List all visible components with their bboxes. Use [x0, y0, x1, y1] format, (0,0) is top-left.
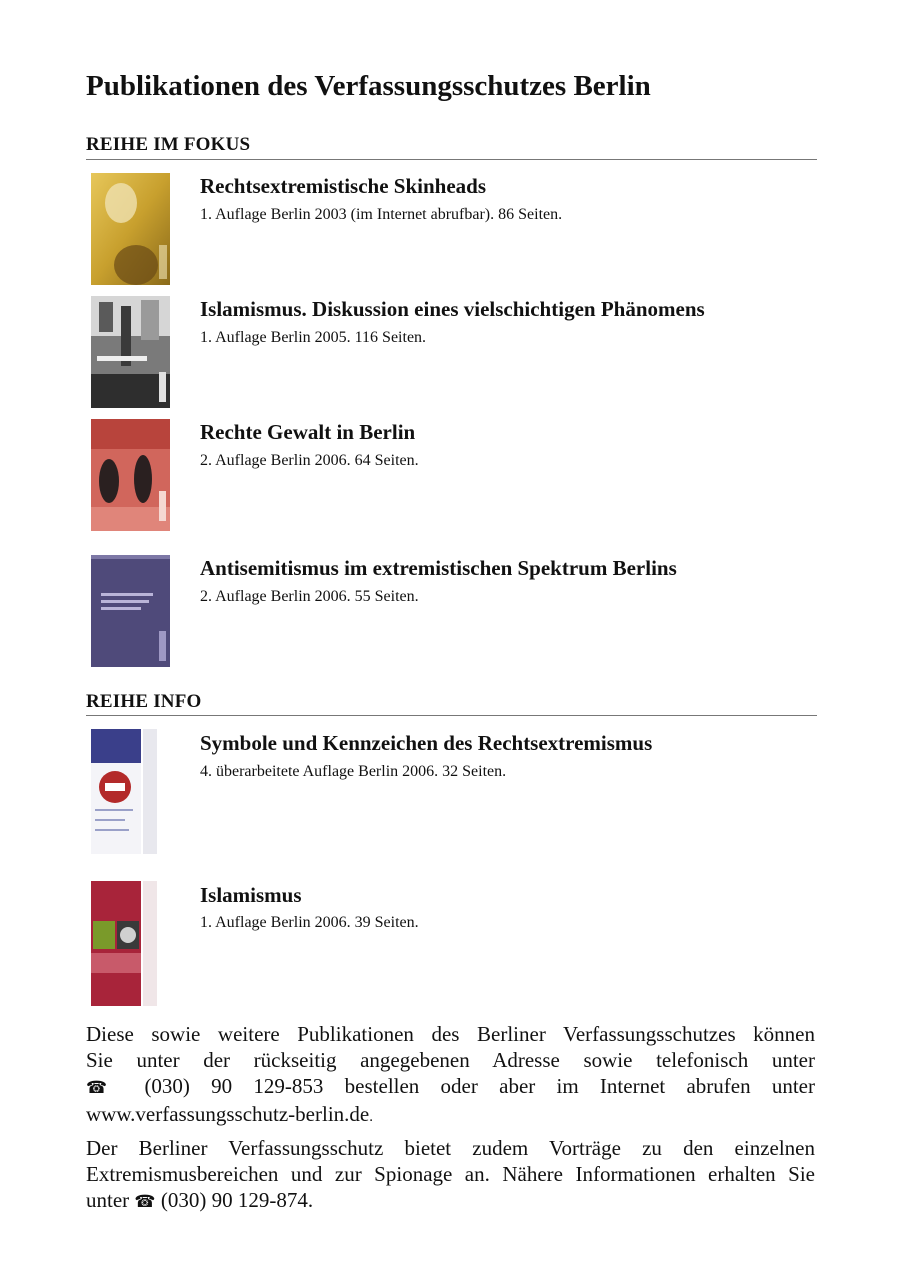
paragraph-line: Extremismusbereichen und zur Spionage an. Nähere Informationen erhalten Sie	[86, 1162, 815, 1186]
publication-title: Antisemitismus im extremistischen Spektrum Berlins	[200, 556, 677, 580]
paragraph-text: bestellen oder aber im Internet abrufen unter	[344, 1074, 815, 1098]
ordering-paragraph	[86, 1021, 815, 1130]
section-heading-reihe-info: REIHE INFO	[86, 691, 202, 712]
publication-detail: 2. Auflage Berlin 2006. 55 Seiten.	[200, 588, 419, 605]
phone-icon: ☎	[86, 1078, 124, 1098]
cover-islamismus	[91, 881, 157, 1006]
paragraph-line	[86, 1187, 815, 1215]
cover-rechtsextremistische-skinheads	[91, 173, 170, 285]
section-divider	[86, 715, 817, 716]
cover-symbole-und-kennzeichen	[91, 729, 157, 854]
cover-rechte-gewalt-in-berlin	[91, 419, 170, 531]
paragraph-line: Sie unter der rückseitig angegebenen Adresse sowie telefonisch unter	[86, 1048, 815, 1072]
publication-title: Symbole und Kennzeichen des Rechtsextremismus	[200, 731, 653, 755]
publication-title: Islamismus	[200, 883, 302, 907]
section-heading-reihe-im-fokus: REIHE IM FOKUS	[86, 134, 251, 155]
paragraph-line: Der Berliner Verfassungsschutz bietet zudem Vorträge zu den einzelnen	[86, 1136, 815, 1160]
page-title: Publikationen des Verfassungsschutzes Berlin	[86, 70, 651, 102]
publication-detail: 1. Auflage Berlin 2003 (im Internet abrufbar). 86 Seiten.	[200, 206, 563, 223]
phone-icon: ☎	[134, 1192, 156, 1212]
publication-detail: 1. Auflage Berlin 2006. 39 Seiten.	[200, 914, 419, 931]
phone-number: (030) 90 129-853	[144, 1074, 324, 1098]
publication-title: Islamismus. Diskussion eines vielschichtigen Phänomens	[200, 297, 705, 321]
paragraph-text: unter	[86, 1188, 130, 1212]
publication-detail: 1. Auflage Berlin 2005. 116 Seiten.	[200, 329, 427, 346]
cover-islamismus-diskussion	[91, 296, 170, 408]
cover-antisemitismus	[91, 555, 170, 667]
website-link[interactable]: www.verfassungsschutz-berlin.de	[86, 1102, 370, 1126]
phone-number: (030) 90 129-874.	[160, 1188, 314, 1212]
paragraph-line: Diese sowie weitere Publikationen des Berliner Verfassungsschutzes können	[86, 1022, 815, 1046]
paragraph-line	[86, 1073, 815, 1101]
section-divider	[86, 159, 817, 160]
publication-title: Rechtsextremistische Skinheads	[200, 174, 487, 198]
publication-title: Rechte Gewalt in Berlin	[200, 420, 416, 444]
publication-detail: 4. überarbeitete Auflage Berlin 2006. 32 Seiten.	[200, 763, 507, 780]
paragraph-line	[86, 1101, 815, 1130]
punctuation: .	[369, 1109, 373, 1125]
publication-detail: 2. Auflage Berlin 2006. 64 Seiten.	[200, 452, 419, 469]
lectures-paragraph	[86, 1135, 815, 1215]
